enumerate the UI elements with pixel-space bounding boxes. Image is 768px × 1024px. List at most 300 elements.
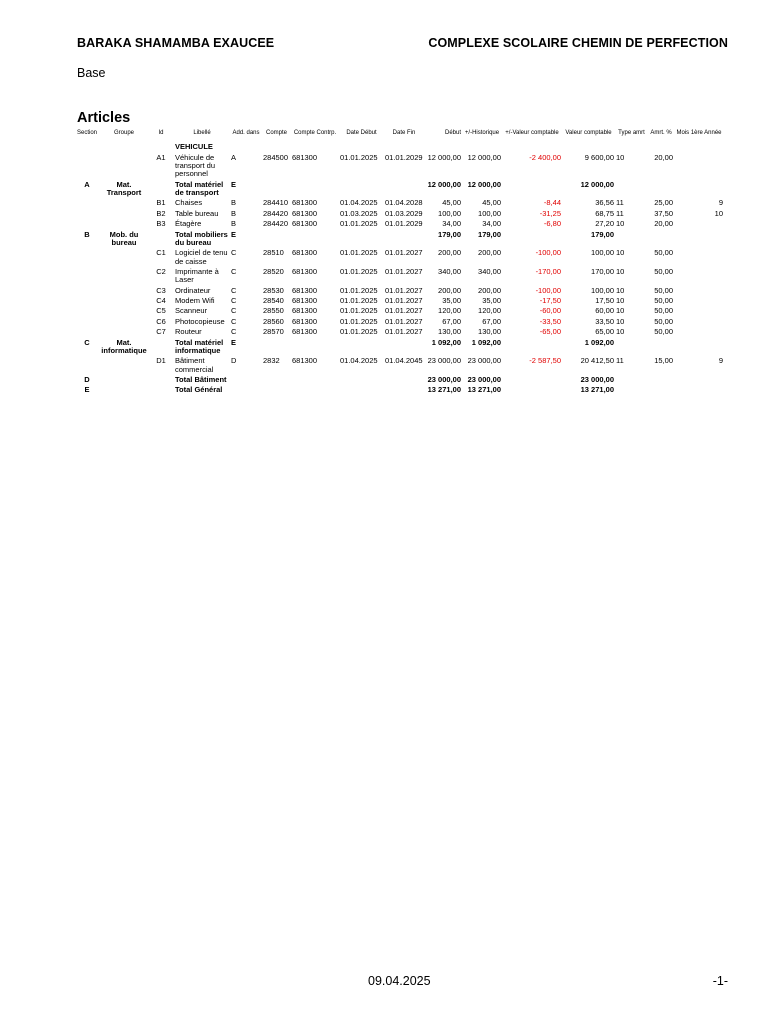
table-body [74,143,724,396]
col-groupe: Groupe [113,130,134,136]
historique-cell: 12 000,00 [467,179,501,189]
group-cell: Mat. Transport [106,179,142,197]
group-cell [100,268,148,287]
section-cell [74,249,100,268]
id-cell: D1 [156,356,166,366]
valeur-comptable-cell: 100,00 [591,285,614,295]
historique-cell: 340,00 [478,266,501,276]
amrt-pct-cell: 50,00 [654,285,673,295]
id-cell [148,339,174,358]
date-fin-cell [384,339,424,358]
compte-contr-cell: 681300 [292,327,318,337]
compte-cell: 284500 [263,152,289,162]
libelle-cell: Table bureau [175,208,219,218]
table-row [74,154,724,181]
col-mois: Mois 1ère Année [676,130,722,136]
table-row [74,268,724,287]
date-debut-cell [339,181,384,200]
section-cell [74,199,100,209]
libelle-cell: Modem Wifi [175,295,215,305]
compte-contr-cell: 681300 [292,295,318,305]
libelle-cell: Total Bâtiment [175,374,227,384]
date-fin-cell: 01.01.2027 [385,327,423,337]
mois-cell: 10 [714,208,723,218]
compte-contr-cell: 681300 [292,285,318,295]
id-cell: C6 [156,316,166,326]
libelle-cell: Total matériel de transport [175,179,224,197]
group-cell: Mat. informatique [101,337,147,355]
historique-cell: 34,00 [482,219,501,229]
id-cell [148,376,174,386]
id-cell: C1 [156,248,166,258]
delta-valeur-cell: -100,00 [535,285,561,295]
date-debut-cell: 01.01.2025 [340,248,378,258]
libelle-cell: Ordinateur [175,285,211,295]
debut-cell: 130,00 [438,327,461,337]
date-fin-cell [384,376,424,386]
historique-cell: 12 000,00 [467,152,501,162]
id-cell: C3 [156,285,166,295]
compte-contr-cell [291,231,339,250]
libelle-cell: Chaises [175,198,203,208]
debut-cell: 120,00 [438,306,461,316]
valeur-comptable-cell: 65,00 [595,327,614,337]
col-delta-valeur: +/-Valeur comptable [505,130,559,136]
group-cell [100,154,148,181]
historique-cell: 100,00 [478,208,501,218]
date-fin-cell: 01.01.2027 [385,316,423,326]
col-amrt-pct: Amrt. % [650,130,672,136]
date-fin-cell [384,386,424,396]
valeur-comptable-cell: 17,50 [595,295,614,305]
col-compte-contr: Compte Contrp. [293,130,337,136]
compte-contr-cell [291,376,339,386]
type-amrt-cell [615,231,648,250]
type-amrt-cell: 11 [616,208,624,218]
delta-valeur-cell [502,376,562,386]
amrt-pct-cell: 20,00 [654,152,673,162]
delta-valeur-cell: -31,25 [539,208,561,218]
amrt-pct-cell: 50,00 [654,266,673,276]
compte-cell: 28560 [263,316,284,326]
historique-cell: 45,00 [482,198,501,208]
compte-cell [262,181,291,200]
add-cell: A [231,152,237,162]
date-debut-cell: 01.03.2025 [340,208,378,218]
debut-cell: 34,00 [442,219,461,229]
add-cell: C [231,266,237,276]
type-amrt-cell [615,376,648,386]
col-id: Id [158,130,164,136]
mois-cell [674,307,724,317]
section-cell [74,307,100,317]
section-cell [74,287,100,297]
add-cell [230,376,262,386]
section-cell: D [84,374,90,384]
compte-cell: 28570 [263,327,284,337]
amrt-pct-cell [648,386,674,396]
table-row [74,357,724,376]
valeur-comptable-cell: 1 092,00 [584,337,614,347]
compte-contr-cell: 681300 [292,248,318,258]
compte-cell: 28510 [263,248,284,258]
date-debut-cell: 01.01.2025 [340,316,378,326]
valeur-comptable-cell: 27,20 [595,219,614,229]
compte-contr-cell [291,339,339,358]
historique-cell: 35,00 [482,295,501,305]
compte-cell [262,231,291,250]
amrt-pct-cell: 50,00 [654,295,673,305]
delta-valeur-cell: -2 400,00 [529,152,561,162]
libelle-cell: VEHICULE [175,142,213,152]
table-row [74,249,724,268]
compte-contr-cell: 681300 [292,198,318,208]
group-cell: Mob. du bureau [109,229,139,247]
mois-cell [674,287,724,297]
historique-cell: 120,00 [478,306,501,316]
date-fin-cell: 01.01.2027 [385,285,423,295]
type-amrt-cell: 10 [616,306,625,316]
mois-cell [674,220,724,230]
historique-cell: 1 092,00 [471,337,501,347]
date-debut-cell: 01.04.2025 [340,356,378,366]
compte-cell [262,376,291,386]
section-cell [74,210,100,220]
debut-cell: 1 092,00 [431,337,461,347]
mois-cell [674,339,724,358]
date-fin-cell: 01.04.2045 [385,356,423,366]
libelle-cell: Imprimante à Laser [175,266,219,285]
section-title: Articles [77,110,131,126]
section-cell [74,143,100,153]
add-cell: E [231,179,237,189]
id-cell: B2 [156,208,166,218]
debut-cell: 200,00 [438,285,461,295]
libelle-cell: Étagère [175,219,202,229]
libelle-cell: Logiciel de tenu de caisse [175,248,228,266]
group-cell [100,210,148,220]
compte-contr-cell: 681300 [292,152,318,162]
amrt-pct-cell [648,231,674,250]
group-cell [100,307,148,317]
compte-contr-cell [291,386,339,396]
type-amrt-cell [615,181,648,200]
date-debut-cell: 01.01.2025 [340,152,378,162]
col-add: Add. dans [232,130,260,136]
col-date-fin: Date Fin [392,130,416,136]
section-cell [74,154,100,181]
total-row [74,231,724,250]
compte-cell: 28550 [263,306,284,316]
group-cell [100,318,148,328]
date-fin-cell: 01.01.2027 [385,306,423,316]
id-cell: C4 [156,295,166,305]
mois-cell [674,297,724,307]
section-cell: A [84,179,90,189]
amrt-pct-cell: 15,00 [654,356,673,366]
page-number: -1- [712,974,728,988]
date-debut-cell: 01.01.2025 [340,266,378,276]
section-cell [74,297,100,307]
add-cell: C [231,295,237,305]
libelle-cell: Total matériel informatique [175,337,224,355]
debut-cell: 23 000,00 [427,356,461,366]
add-cell: C [231,285,237,295]
date-fin-cell: 01.04.2028 [385,198,423,208]
compte-cell [262,386,291,396]
compte-cell: 284420 [263,219,289,229]
group-cell [100,376,148,386]
compte-contr-cell: 681300 [292,306,318,316]
col-date-debut: Date Début [346,130,377,136]
type-amrt-cell: 10 [616,219,625,229]
historique-cell: 23 000,00 [467,356,501,366]
group-cell [100,287,148,297]
mois-cell [674,143,724,153]
section-cell [74,357,100,376]
group-cell [100,220,148,230]
historique-cell: 130,00 [478,327,501,337]
col-debut: Début [444,130,461,136]
date-fin-cell: 01.01.2027 [385,266,423,276]
id-cell: C7 [156,327,166,337]
compte-contr-cell: 681300 [292,316,318,326]
report-organization: COMPLEXE SCOLAIRE CHEMIN DE PERFECTION [428,36,728,50]
col-valeur-comptable: Valeur comptable [565,130,612,136]
historique-cell: 200,00 [478,248,501,258]
articles-table [74,129,724,397]
mois-cell [674,386,724,396]
valeur-comptable-cell: 179,00 [591,229,614,239]
date-debut-cell: 01.01.2025 [340,327,378,337]
libelle-cell: Bâtiment commercial [175,356,214,374]
type-amrt-cell: 10 [616,248,625,258]
amrt-pct-cell [648,376,674,386]
date-debut-cell [339,376,384,386]
valeur-comptable-cell: 12 000,00 [580,179,614,189]
debut-cell: 179,00 [438,229,461,239]
group-cell [100,297,148,307]
id-cell [148,231,174,250]
valeur-comptable-cell: 68,75 [595,208,614,218]
type-amrt-cell: 10 [616,327,625,337]
add-cell: D [231,356,237,366]
delta-valeur-cell: -60,00 [539,306,561,316]
type-amrt-cell [615,386,648,396]
amrt-pct-cell: 20,00 [654,219,673,229]
valeur-comptable-cell: 33,50 [595,316,614,326]
type-amrt-cell: 11 [616,198,624,208]
historique-cell: 13 271,00 [467,385,501,395]
amrt-pct-cell: 25,00 [654,198,673,208]
date-fin-cell: 01.01.2029 [385,219,423,229]
date-fin-cell: 01.01.2027 [385,248,423,258]
compte-cell [262,339,291,358]
amrt-pct-cell: 50,00 [654,248,673,258]
delta-valeur-cell [502,339,562,358]
libelle-cell: Total mobiliers du bureau [175,229,228,247]
col-section: Section [76,130,97,136]
valeur-comptable-cell: 20 412,50 [580,356,614,366]
delta-valeur-cell [502,231,562,250]
section-cell [74,318,100,328]
valeur-comptable-cell: 100,00 [591,248,614,258]
debut-cell: 35,00 [442,295,461,305]
type-amrt-cell: 10 [616,316,625,326]
date-debut-cell: 01.01.2025 [340,219,378,229]
debut-cell: 23 000,00 [427,374,461,384]
mois-cell [674,376,724,386]
delta-valeur-cell: -2 587,50 [529,356,561,366]
debut-cell: 340,00 [438,266,461,276]
date-debut-cell: 01.04.2025 [340,198,378,208]
date-debut-cell [339,339,384,358]
type-amrt-cell [615,339,648,358]
compte-cell: 284410 [263,198,289,208]
mois-cell [674,154,724,181]
libelle-cell: Total Général [175,385,223,395]
date-debut-cell: 01.01.2025 [340,295,378,305]
delta-valeur-cell: -100,00 [535,248,561,258]
compte-contr-cell: 681300 [292,266,318,276]
group-cell [100,328,148,338]
delta-valeur-cell: -6,80 [543,219,561,229]
group-cell [100,357,148,376]
debut-cell: 67,00 [442,316,461,326]
date-debut-cell: 01.01.2025 [340,285,378,295]
historique-cell: 23 000,00 [467,374,501,384]
mois-cell: 9 [718,356,723,366]
delta-valeur-cell: -65,00 [539,327,561,337]
section-cell: E [84,385,90,395]
id-cell: C2 [156,266,166,276]
compte-cell: 28540 [263,295,284,305]
group-cell [100,199,148,209]
table-row [74,328,724,338]
delta-valeur-cell: -33,50 [539,316,561,326]
historique-cell: 200,00 [478,285,501,295]
id-cell: B1 [156,198,166,208]
compte-cell: 284420 [263,208,289,218]
date-fin-cell [384,181,424,200]
id-cell: C5 [156,306,166,316]
date-debut-cell [339,231,384,250]
type-amrt-cell: 10 [616,295,625,305]
debut-cell: 200,00 [438,248,461,258]
add-cell [230,386,262,396]
historique-cell: 179,00 [478,229,501,239]
valeur-comptable-cell: 13 271,00 [580,385,614,395]
group-cell [100,386,148,396]
col-type-amrt: Type amrt [618,130,645,136]
total-row [74,376,724,386]
col-compte: Compte [265,130,287,136]
amrt-pct-cell: 37,50 [654,208,673,218]
libelle-cell: Véhicule de transport du personnel [175,152,216,179]
add-cell: C [231,316,237,326]
section-cell [74,328,100,338]
libelle-cell: Photocopieuse [175,316,225,326]
section-cell: B [84,229,90,239]
compte-cell: 28530 [263,285,284,295]
table-header-row [74,129,724,143]
type-amrt-cell: 11 [616,356,624,366]
delta-valeur-cell [502,181,562,200]
mois-cell [674,318,724,328]
type-amrt-cell: 10 [616,266,625,276]
section-cell: C [84,337,90,347]
delta-valeur-cell: -17,50 [539,295,561,305]
add-cell: B [231,208,237,218]
id-cell: B3 [156,219,166,229]
debut-cell: 12 000,00 [427,179,461,189]
section-cell [74,268,100,287]
amrt-pct-cell [648,181,674,200]
delta-valeur-cell [502,386,562,396]
libelle-cell: Scanneur [175,306,208,316]
date-fin-cell: 01.01.2029 [385,152,423,162]
col-historique: +/-Historique [464,130,500,136]
valeur-comptable-cell: 23 000,00 [580,374,614,384]
id-cell [148,386,174,396]
date-debut-cell [339,386,384,396]
valeur-comptable-cell: 60,00 [595,306,614,316]
valeur-comptable-cell: 9 600,00 [584,152,614,162]
mois-cell [674,268,724,287]
total-row [74,339,724,358]
mois-cell [674,231,724,250]
footer-date: 09.04.2025 [368,974,431,988]
compte-cell: 2832 [263,356,280,366]
mois-cell [674,249,724,268]
col-libelle: Libellé [193,130,211,136]
type-amrt-cell: 10 [616,152,625,162]
compte-contr-cell: 681300 [292,219,318,229]
amrt-pct-cell [648,339,674,358]
date-debut-cell: 01.01.2025 [340,306,378,316]
delta-valeur-cell: -8,44 [543,198,561,208]
compte-contr-cell: 681300 [292,208,318,218]
add-cell: B [231,219,237,229]
add-cell: E [231,337,237,347]
amrt-pct-cell: 50,00 [654,306,673,316]
table-row [74,220,724,230]
total-row [74,181,724,200]
debut-cell: 100,00 [438,208,461,218]
date-fin-cell: 01.01.2027 [385,295,423,305]
report-subtitle: Base [77,66,106,80]
mois-cell [674,181,724,200]
report-author: BARAKA SHAMAMBA EXAUCEE [77,36,275,50]
mois-cell [674,328,724,338]
add-cell: B [231,198,237,208]
section-cell [74,220,100,230]
historique-cell: 67,00 [482,316,501,326]
id-cell: A1 [156,152,166,162]
compte-cell: 28520 [263,266,284,276]
add-cell: C [231,327,237,337]
group-cell [100,249,148,268]
add-cell: C [231,248,237,258]
compte-contr-cell: 681300 [292,356,318,366]
valeur-comptable-cell: 170,00 [591,266,614,276]
debut-cell: 12 000,00 [427,152,461,162]
libelle-cell: Routeur [175,327,202,337]
date-fin-cell [384,231,424,250]
total-row [74,386,724,396]
amrt-pct-cell: 50,00 [654,316,673,326]
id-cell [148,181,174,200]
